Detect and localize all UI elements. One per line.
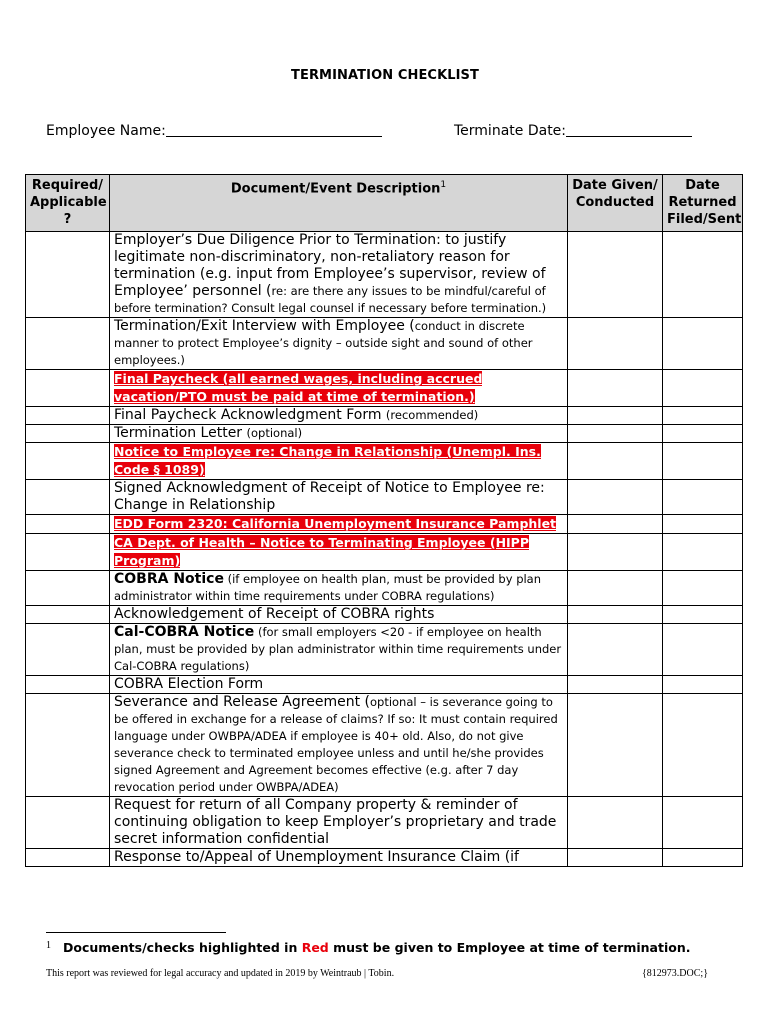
date-returned-cell[interactable] — [663, 534, 743, 571]
description-main-text: Severance and Release Agreement ( — [114, 694, 370, 710]
footer-doc-id: {812973.DOC;} — [642, 968, 708, 979]
description-cell — [110, 318, 568, 370]
required-cell[interactable] — [26, 606, 110, 624]
date-given-cell[interactable] — [568, 443, 663, 480]
date-returned-cell[interactable] — [663, 571, 743, 606]
description-cell — [110, 606, 568, 624]
table-row — [26, 443, 743, 480]
employee-name-label: Employee Name: — [46, 123, 166, 139]
header-required: Required/ Applicable ? — [26, 175, 110, 232]
date-returned-cell[interactable] — [663, 480, 743, 515]
table-row — [26, 849, 743, 867]
description-main-text: Response to/Appeal of Unemployment Insurance Claim (if — [114, 849, 519, 865]
date-returned-cell[interactable] — [663, 370, 743, 407]
table-row — [26, 534, 743, 571]
required-cell[interactable] — [26, 534, 110, 571]
description-cell — [110, 694, 568, 797]
description-detail-text: (for small employers <20 - if employee on health plan, must be provided by plan administrator within time requirements under Cal-COBRA regulations) — [114, 625, 562, 673]
date-given-cell[interactable] — [568, 480, 663, 515]
description-main-text: Signed Acknowledgment of Receipt of Notice to Employee re: Change in Relationship — [114, 480, 545, 513]
red-highlighted-item: CA Dept. of Health – Notice to Terminating Employee (HIPP Program) — [114, 535, 530, 568]
date-returned-cell[interactable] — [663, 676, 743, 694]
date-returned-cell[interactable] — [663, 606, 743, 624]
document-title: TERMINATION CHECKLIST — [291, 68, 479, 83]
description-detail-text: optional – is severance going to be offered in exchange for a release of claims? If so: It must contain required language under OWBPA/ADEA if employee is 40+ old. Also, do not give severance check to terminated employee unless and until he/she provides signed Agreement and Agreement becomes effective (e.g. after 7 day revocation period under OWBPA/ADEA) — [114, 695, 558, 794]
description-detail-text: (if employee on health plan, must be provided by plan administrator within time requirements under COBRA regulations) — [114, 572, 542, 603]
table-row — [26, 606, 743, 624]
date-returned-cell[interactable] — [663, 407, 743, 425]
description-cell — [110, 425, 568, 443]
required-cell[interactable] — [26, 571, 110, 606]
date-given-cell[interactable] — [568, 624, 663, 676]
date-given-cell[interactable] — [568, 515, 663, 534]
footnote-text-before: Documents/checks highlighted in — [63, 940, 302, 955]
required-cell[interactable] — [26, 425, 110, 443]
header-document-label: Document/Event Description — [230, 181, 441, 197]
table-header-row — [26, 175, 743, 232]
date-returned-cell[interactable] — [663, 232, 743, 318]
table-row — [26, 797, 743, 849]
date-given-cell[interactable] — [568, 571, 663, 606]
footnote — [46, 940, 690, 955]
description-cell — [110, 370, 568, 407]
terminate-date-blank[interactable] — [566, 122, 692, 137]
date-given-cell[interactable] — [568, 797, 663, 849]
description-detail-text: (optional) — [246, 426, 303, 440]
required-cell[interactable] — [26, 624, 110, 676]
date-given-cell[interactable] — [568, 606, 663, 624]
date-given-cell[interactable] — [568, 370, 663, 407]
description-cell — [110, 797, 568, 849]
date-returned-cell[interactable] — [663, 318, 743, 370]
red-highlighted-item: Final Paycheck (all earned wages, including accrued vacation/PTO must be paid at time of termination.) — [114, 371, 483, 404]
date-returned-cell[interactable] — [663, 797, 743, 849]
table-row — [26, 318, 743, 370]
checklist-table — [25, 174, 743, 867]
description-cell — [110, 515, 568, 534]
description-cell — [110, 624, 568, 676]
description-cell — [110, 443, 568, 480]
table-row — [26, 694, 743, 797]
footnote-marker: 1 — [46, 940, 51, 951]
date-given-cell[interactable] — [568, 534, 663, 571]
date-given-cell[interactable] — [568, 407, 663, 425]
description-main-text: Final Paycheck Acknowledgment Form — [114, 407, 386, 423]
description-main-text: COBRA Election Form — [114, 676, 264, 692]
description-cell — [110, 849, 568, 867]
date-given-cell[interactable] — [568, 425, 663, 443]
date-given-cell[interactable] — [568, 849, 663, 867]
footnote-text-after: must be given to Employee at time of termination. — [328, 940, 691, 955]
description-cell — [110, 232, 568, 318]
description-cell — [110, 480, 568, 515]
required-cell[interactable] — [26, 676, 110, 694]
footer-note: This report was reviewed for legal accuracy and updated in 2019 by Weintraub | Tobin. — [46, 968, 395, 979]
required-cell[interactable] — [26, 232, 110, 318]
header-date-returned: Date Returned Filed/Sent — [663, 175, 743, 232]
description-cell — [110, 407, 568, 425]
table-row — [26, 232, 743, 318]
table-row — [26, 480, 743, 515]
description-detail-text: re: are there any issues to be mindful/careful of before termination? Consult legal counsel if necessary before termination.) — [114, 284, 547, 315]
description-detail-text: conduct in discrete manner to protect Employee’s dignity – outside sight and sound of other employees.) — [114, 319, 533, 367]
date-returned-cell[interactable] — [663, 443, 743, 480]
required-cell[interactable] — [26, 480, 110, 515]
table-row — [26, 624, 743, 676]
required-cell[interactable] — [26, 370, 110, 407]
header-document — [110, 175, 568, 232]
employee-name-field — [46, 122, 382, 139]
terminate-date-label: Terminate Date: — [454, 123, 567, 139]
required-cell[interactable] — [26, 407, 110, 425]
date-returned-cell[interactable] — [663, 694, 743, 797]
date-returned-cell[interactable] — [663, 849, 743, 867]
description-bold-label: COBRA Notice — [114, 571, 224, 587]
description-cell — [110, 676, 568, 694]
table-row — [26, 407, 743, 425]
date-returned-cell[interactable] — [663, 515, 743, 534]
date-given-cell[interactable] — [568, 232, 663, 318]
description-main-text: Employer’s Due Diligence Prior to Termination: to justify legitimate non-discriminatory, non-retaliatory reason for termination (e.g. input from Employee’s supervisor, review of Employee’ personnel ( — [114, 232, 546, 299]
required-cell[interactable] — [26, 849, 110, 867]
description-cell — [110, 534, 568, 571]
required-cell[interactable] — [26, 515, 110, 534]
header-footnote-marker: 1 — [440, 180, 447, 190]
date-given-cell[interactable] — [568, 676, 663, 694]
red-highlighted-item: EDD Form 2320: California Unemployment Insurance Pamphlet — [114, 516, 557, 531]
description-detail-text: (recommended) — [385, 408, 479, 422]
footnote-red-word: Red — [301, 940, 329, 955]
table-row — [26, 571, 743, 606]
description-main-text: Termination/Exit Interview with Employee ( — [114, 318, 415, 334]
required-cell[interactable] — [26, 797, 110, 849]
description-main-text: Request for return of all Company property & reminder of continuing obligation to keep Employer’s proprietary and trade secret information confidential — [114, 797, 557, 847]
required-cell[interactable] — [26, 318, 110, 370]
table-row — [26, 676, 743, 694]
date-returned-cell[interactable] — [663, 624, 743, 676]
table-row — [26, 515, 743, 534]
table-row — [26, 370, 743, 407]
employee-name-blank[interactable] — [166, 122, 382, 137]
date-given-cell[interactable] — [568, 318, 663, 370]
table-row — [26, 425, 743, 443]
description-main-text: Termination Letter — [114, 425, 247, 441]
description-cell — [110, 571, 568, 606]
header-date-given: Date Given/ Conducted — [568, 175, 663, 232]
description-bold-label: Cal-COBRA Notice — [114, 624, 255, 640]
red-highlighted-item: Notice to Employee re: Change in Relationship (Unempl. Ins. Code § 1089) — [114, 444, 541, 477]
required-cell[interactable] — [26, 443, 110, 480]
required-cell[interactable] — [26, 694, 110, 797]
terminate-date-field — [454, 122, 692, 139]
description-main-text: Acknowledgement of Receipt of COBRA rights — [114, 606, 435, 622]
date-returned-cell[interactable] — [663, 425, 743, 443]
date-given-cell[interactable] — [568, 694, 663, 797]
footnote-rule — [46, 932, 226, 933]
